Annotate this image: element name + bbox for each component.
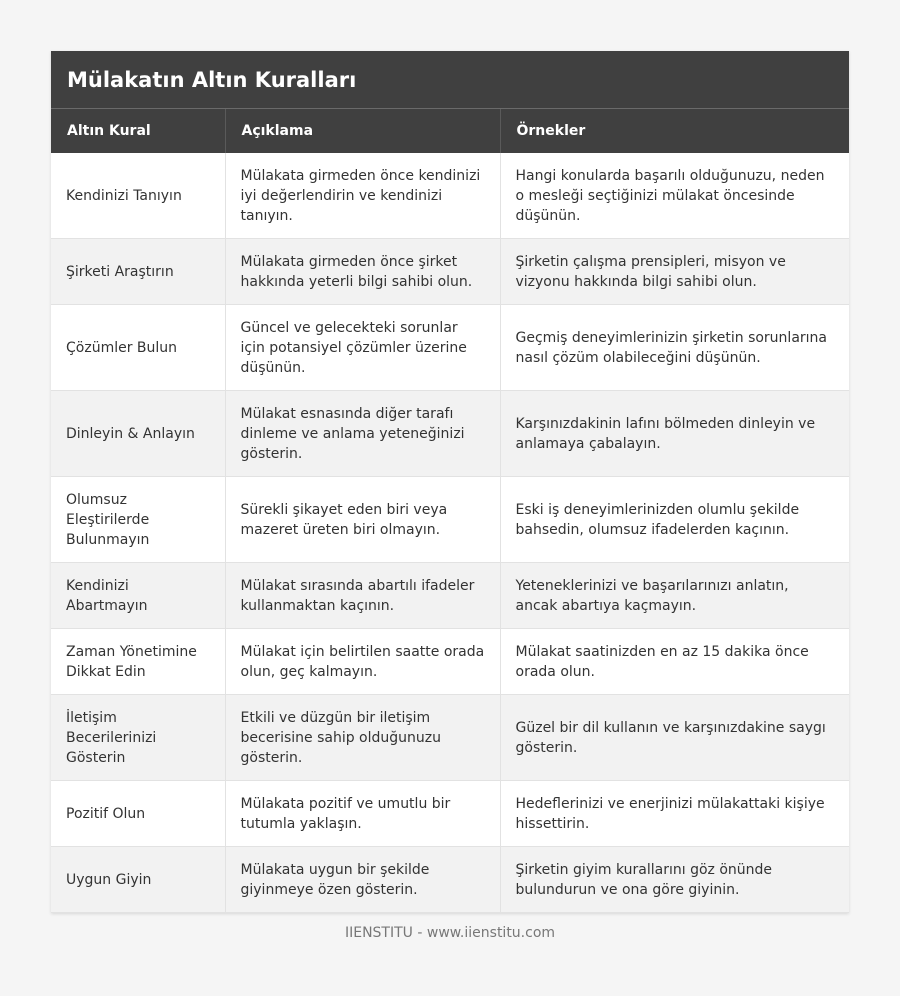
example-cell: Geçmiş deneyimlerinizin şirketin sorunlarına nasıl çözüm olabileceğini düşünün. xyxy=(500,305,849,391)
table-row xyxy=(51,153,849,239)
table-row xyxy=(51,239,849,305)
header-rule: Altın Kural xyxy=(51,109,225,153)
example-cell: Güzel bir dil kullanın ve karşınızdakine saygı gösterin. xyxy=(500,695,849,781)
table-row xyxy=(51,305,849,391)
table-row xyxy=(51,695,849,781)
example-cell: Hangi konularda başarılı olduğunuzu, neden o mesleği seçtiğinizi mülakat öncesinde düşünün. xyxy=(500,153,849,239)
example-cell: Şirketin çalışma prensipleri, misyon ve vizyonu hakkında bilgi sahibi olun. xyxy=(500,239,849,305)
rule-cell: Zaman Yönetimine Dikkat Edin xyxy=(51,629,225,695)
header-description: Açıklama xyxy=(225,109,500,153)
table-row xyxy=(51,629,849,695)
rule-cell: Kendinizi Abartmayın xyxy=(51,563,225,629)
description-cell: Güncel ve gelecekteki sorunlar için potansiyel çözümler üzerine düşünün. xyxy=(225,305,500,391)
rule-cell: Olumsuz Eleştirilerde Bulunmayın xyxy=(51,477,225,563)
example-cell: Şirketin giyim kurallarını göz önünde bulundurun ve ona göre giyinin. xyxy=(500,847,849,913)
description-cell: Sürekli şikayet eden biri veya mazeret üreten biri olmayın. xyxy=(225,477,500,563)
example-cell: Hedeflerinizi ve enerjinizi mülakattaki kişiye hissettirin. xyxy=(500,781,849,847)
rule-cell: Dinleyin & Anlayın xyxy=(51,391,225,477)
description-cell: Mülakat için belirtilen saatte orada olun, geç kalmayın. xyxy=(225,629,500,695)
header-row xyxy=(51,109,849,153)
example-cell: Mülakat saatinizden en az 15 dakika önce orada olun. xyxy=(500,629,849,695)
description-cell: Etkili ve düzgün bir iletişim becerisine sahip olduğunuzu gösterin. xyxy=(225,695,500,781)
header-examples: Örnekler xyxy=(500,109,849,153)
rule-cell: Pozitif Olun xyxy=(51,781,225,847)
table-title: Mülakatın Altın Kuralları xyxy=(51,51,849,109)
rules-table xyxy=(51,109,849,913)
footer-credit: IIENSTITU - www.iienstitu.com xyxy=(344,925,556,941)
description-cell: Mülakata uygun bir şekilde giyinmeye özen gösterin. xyxy=(225,847,500,913)
example-cell: Eski iş deneyimlerinizden olumlu şekilde bahsedin, olumsuz ifadelerden kaçının. xyxy=(500,477,849,563)
example-cell: Karşınızdakinin lafını bölmeden dinleyin ve anlamaya çabalayın. xyxy=(500,391,849,477)
description-cell: Mülakata girmeden önce kendinizi iyi değerlendirin ve kendinizi tanıyın. xyxy=(225,153,500,239)
rule-cell: İletişim Becerilerinizi Gösterin xyxy=(51,695,225,781)
example-cell: Yeteneklerinizi ve başarılarınızı anlatın, ancak abartıya kaçmayın. xyxy=(500,563,849,629)
table-row xyxy=(51,563,849,629)
rule-cell: Şirketi Araştırın xyxy=(51,239,225,305)
description-cell: Mülakat esnasında diğer tarafı dinleme ve anlama yeteneğinizi gösterin. xyxy=(225,391,500,477)
rule-cell: Uygun Giyin xyxy=(51,847,225,913)
table-row xyxy=(51,781,849,847)
table-row xyxy=(51,391,849,477)
rule-cell: Çözümler Bulun xyxy=(51,305,225,391)
table-row xyxy=(51,477,849,563)
rules-card xyxy=(51,51,849,913)
description-cell: Mülakata girmeden önce şirket hakkında yeterli bilgi sahibi olun. xyxy=(225,239,500,305)
description-cell: Mülakata pozitif ve umutlu bir tutumla yaklaşın. xyxy=(225,781,500,847)
rule-cell: Kendinizi Tanıyın xyxy=(51,153,225,239)
description-cell: Mülakat sırasında abartılı ifadeler kullanmaktan kaçının. xyxy=(225,563,500,629)
table-row xyxy=(51,847,849,913)
